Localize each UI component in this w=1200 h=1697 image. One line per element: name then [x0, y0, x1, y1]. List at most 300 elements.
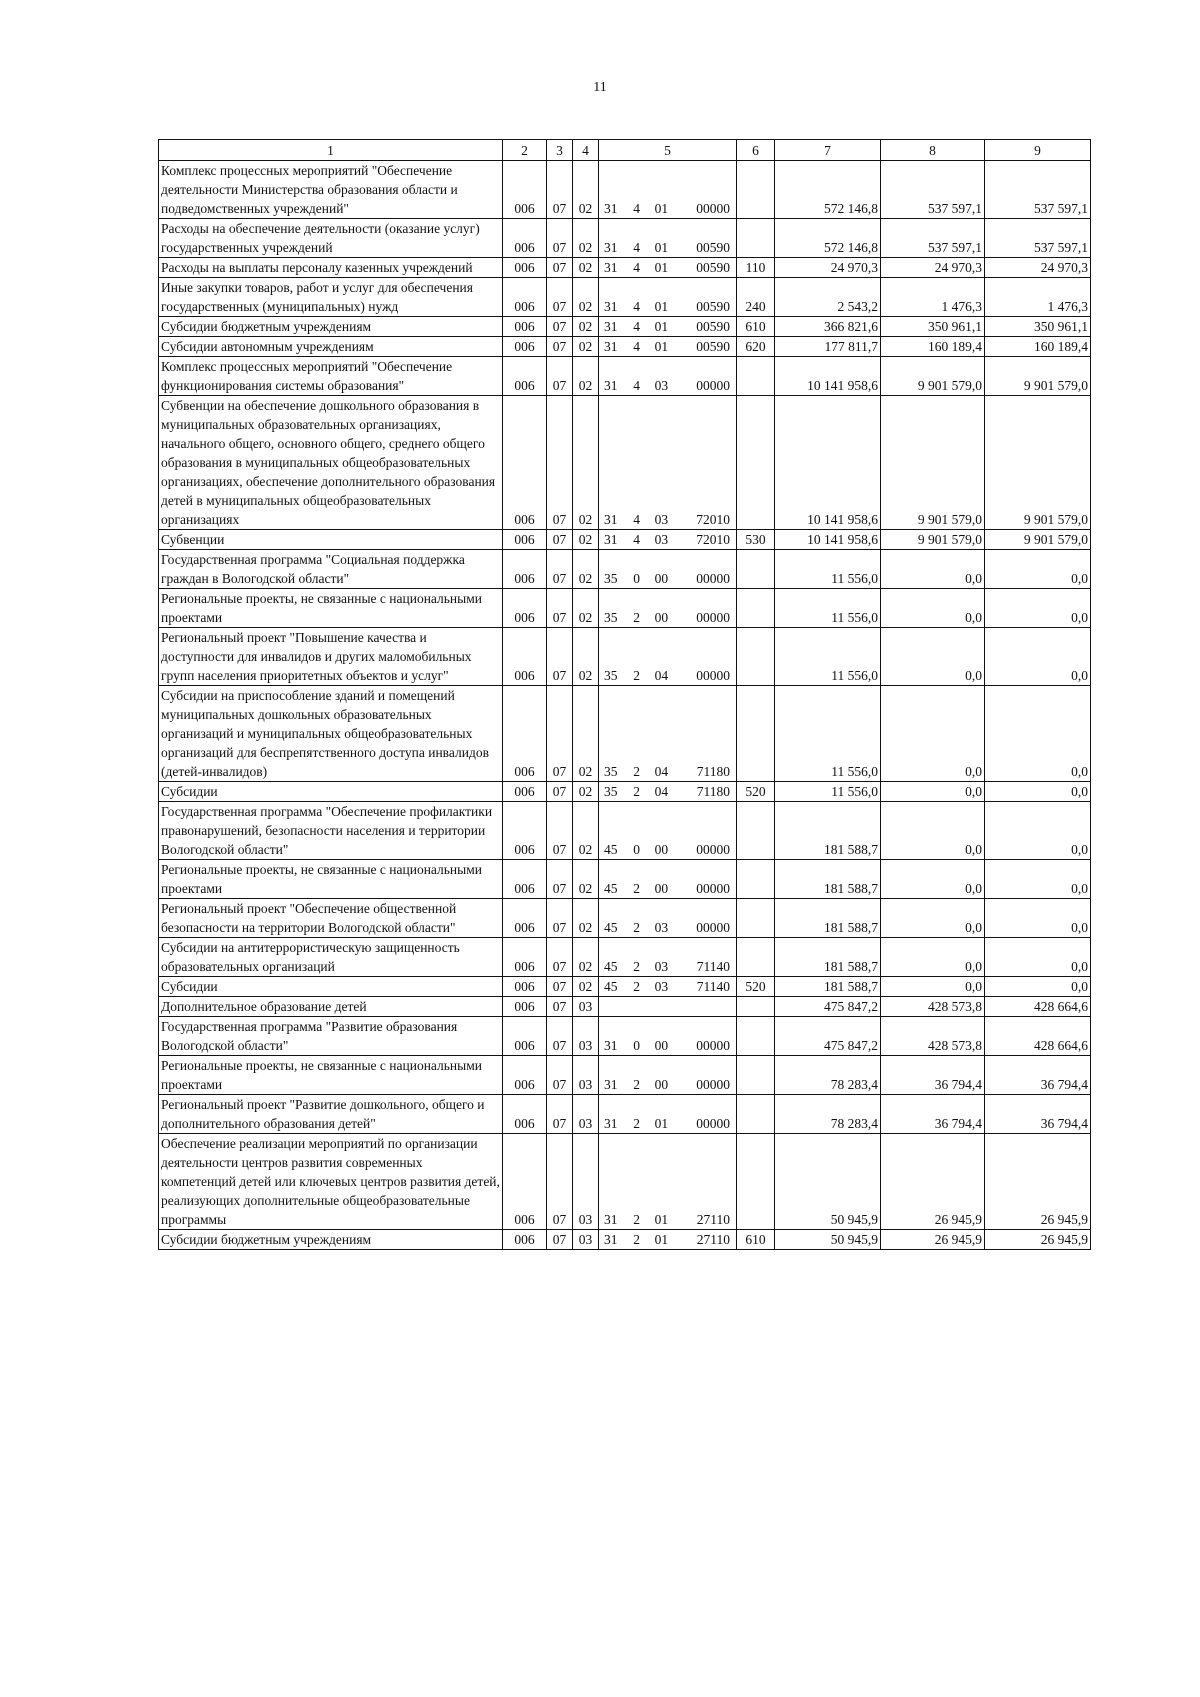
row-amount-col8: 9 901 579,0 [881, 530, 985, 550]
row-amount-col8: 0,0 [881, 977, 985, 997]
table-body [159, 161, 1091, 1250]
row-subsection-code: 02 [573, 258, 599, 278]
row-gov-code: 006 [503, 396, 547, 530]
target-code-part: 45 [604, 979, 618, 994]
row-expense-type [737, 802, 775, 860]
row-amount-col9: 0,0 [985, 899, 1091, 938]
target-code-part: 31 [604, 240, 618, 255]
header-cell: 3 [547, 140, 573, 161]
target-code-part: 35 [604, 764, 618, 779]
row-amount-col7: 181 588,7 [775, 899, 881, 938]
row-section-code: 07 [547, 1056, 573, 1095]
row-expense-type: 110 [737, 258, 775, 278]
row-amount-col9: 350 961,1 [985, 317, 1091, 337]
target-code-parts [601, 297, 734, 316]
row-subsection-code: 02 [573, 977, 599, 997]
target-code-part: 00000 [696, 378, 730, 393]
row-amount-col7: 181 588,7 [775, 938, 881, 977]
row-amount-col7: 11 556,0 [775, 550, 881, 589]
header-row [159, 140, 1091, 161]
table-row [159, 396, 1091, 530]
row-amount-col8: 0,0 [881, 938, 985, 977]
row-expense-type: 240 [737, 278, 775, 317]
target-code-part: 4 [633, 532, 641, 547]
target-code-part: 4 [633, 260, 641, 275]
row-expense-type [737, 1056, 775, 1095]
target-code-part: 31 [604, 512, 618, 527]
page-number: 11 [593, 80, 607, 95]
target-code-part: 04 [654, 764, 669, 779]
row-gov-code: 006 [503, 219, 547, 258]
row-target-code [599, 997, 737, 1017]
row-expense-type [737, 357, 775, 396]
table-row [159, 1134, 1091, 1230]
header-cell: 5 [599, 140, 737, 161]
row-amount-col8: 36 794,4 [881, 1095, 985, 1134]
target-code-parts [601, 238, 734, 257]
target-code-part: 2 [633, 764, 641, 779]
row-gov-code: 006 [503, 1134, 547, 1230]
target-code-part: 31 [604, 1038, 618, 1053]
target-code-parts [601, 1230, 734, 1249]
row-amount-col9: 1 476,3 [985, 278, 1091, 317]
target-code-part: 31 [604, 260, 618, 275]
row-section-code: 07 [547, 899, 573, 938]
row-amount-col7: 572 146,8 [775, 219, 881, 258]
row-amount-col7: 181 588,7 [775, 802, 881, 860]
row-subsection-code: 02 [573, 317, 599, 337]
row-amount-col8: 9 901 579,0 [881, 396, 985, 530]
target-code-part: 03 [654, 532, 669, 547]
target-code-part: 2 [633, 1077, 641, 1092]
row-subsection-code: 03 [573, 1095, 599, 1134]
row-subsection-code: 03 [573, 1134, 599, 1230]
row-amount-col8: 26 945,9 [881, 1134, 985, 1230]
row-amount-col7: 11 556,0 [775, 589, 881, 628]
row-name: Дополнительное образование детей [159, 997, 503, 1017]
row-amount-col9: 9 901 579,0 [985, 396, 1091, 530]
row-subsection-code: 02 [573, 686, 599, 782]
row-amount-col9: 0,0 [985, 550, 1091, 589]
row-target-code [599, 278, 737, 317]
target-code-parts [601, 762, 734, 781]
row-amount-col9: 36 794,4 [985, 1095, 1091, 1134]
target-code-part: 71140 [696, 959, 730, 974]
target-code-part: 31 [604, 1212, 618, 1227]
target-code-part: 27110 [696, 1212, 730, 1227]
target-code-part: 00000 [696, 668, 730, 683]
row-name: Региональный проект "Обеспечение общественной безопасности на территории Вологодской области" [159, 899, 503, 938]
row-target-code [599, 530, 737, 550]
row-name: Региональные проекты, не связанные с национальными проектами [159, 1056, 503, 1095]
target-code-parts [601, 376, 734, 395]
target-code-part: 45 [604, 842, 618, 857]
row-expense-type [737, 589, 775, 628]
row-amount-col7: 78 283,4 [775, 1095, 881, 1134]
target-code-part: 00590 [696, 319, 730, 334]
row-gov-code: 006 [503, 938, 547, 977]
row-section-code: 07 [547, 550, 573, 589]
row-subsection-code: 03 [573, 1230, 599, 1250]
row-name: Субсидии бюджетным учреждениям [159, 317, 503, 337]
target-code-parts [601, 510, 734, 529]
table-row [159, 530, 1091, 550]
target-code-part: 4 [633, 339, 641, 354]
row-section-code: 07 [547, 802, 573, 860]
row-section-code: 07 [547, 782, 573, 802]
row-section-code: 07 [547, 589, 573, 628]
target-code-part: 31 [604, 201, 618, 216]
table-row [159, 997, 1091, 1017]
target-code-part: 03 [654, 378, 669, 393]
row-name: Расходы на обеспечение деятельности (оказание услуг) государственных учреждений [159, 219, 503, 258]
target-code-part: 31 [604, 532, 618, 547]
row-gov-code: 006 [503, 550, 547, 589]
row-subsection-code: 03 [573, 997, 599, 1017]
target-code-parts [601, 317, 734, 336]
target-code-parts [601, 918, 734, 937]
row-amount-col9: 428 664,6 [985, 997, 1091, 1017]
row-target-code [599, 1017, 737, 1056]
row-section-code: 07 [547, 337, 573, 357]
target-code-part: 2 [633, 959, 641, 974]
target-code-part: 00000 [696, 1038, 730, 1053]
target-code-parts [601, 608, 734, 627]
row-amount-col7: 10 141 958,6 [775, 396, 881, 530]
row-gov-code: 006 [503, 802, 547, 860]
row-amount-col7: 475 847,2 [775, 1017, 881, 1056]
row-gov-code: 006 [503, 258, 547, 278]
row-amount-col8: 537 597,1 [881, 219, 985, 258]
row-section-code: 07 [547, 977, 573, 997]
target-code-part: 0 [633, 1038, 641, 1053]
target-code-part: 31 [604, 319, 618, 334]
row-name: Субсидии бюджетным учреждениям [159, 1230, 503, 1250]
target-code-part: 00590 [696, 260, 730, 275]
target-code-part: 45 [604, 959, 618, 974]
target-code-part: 72010 [696, 532, 730, 547]
row-subsection-code: 02 [573, 938, 599, 977]
row-name: Субсидии на приспособление зданий и помещений муниципальных дошкольных образовательных организаций и муниципальных общеобразовательных организаций для беспрепятственного доступа инвалидов (детей-инвалидов) [159, 686, 503, 782]
row-amount-col8: 0,0 [881, 550, 985, 589]
row-expense-type [737, 396, 775, 530]
row-amount-col7: 181 588,7 [775, 977, 881, 997]
row-target-code [599, 977, 737, 997]
row-target-code [599, 899, 737, 938]
table-row [159, 802, 1091, 860]
row-target-code [599, 1056, 737, 1095]
row-amount-col8: 0,0 [881, 589, 985, 628]
row-section-code: 07 [547, 1017, 573, 1056]
table-row [159, 1017, 1091, 1056]
target-code-part: 03 [654, 512, 669, 527]
target-code-part: 01 [654, 339, 669, 354]
row-target-code [599, 317, 737, 337]
table-row [159, 1056, 1091, 1095]
row-amount-col9: 9 901 579,0 [985, 357, 1091, 396]
row-expense-type: 530 [737, 530, 775, 550]
table-row [159, 686, 1091, 782]
table-row [159, 589, 1091, 628]
target-code-part: 31 [604, 299, 618, 314]
row-amount-col8: 24 970,3 [881, 258, 985, 278]
target-code-part: 45 [604, 920, 618, 935]
row-amount-col8: 36 794,4 [881, 1056, 985, 1095]
target-code-part: 71140 [696, 979, 730, 994]
row-gov-code: 006 [503, 357, 547, 396]
row-expense-type [737, 860, 775, 899]
target-code-part: 01 [654, 1212, 669, 1227]
row-amount-col9: 0,0 [985, 782, 1091, 802]
row-target-code [599, 589, 737, 628]
row-section-code: 07 [547, 258, 573, 278]
target-code-part: 01 [654, 260, 669, 275]
row-gov-code: 006 [503, 997, 547, 1017]
row-amount-col9: 9 901 579,0 [985, 530, 1091, 550]
table-row [159, 161, 1091, 219]
row-expense-type: 610 [737, 1230, 775, 1250]
target-code-parts [601, 666, 734, 685]
row-expense-type [737, 899, 775, 938]
row-amount-col8: 26 945,9 [881, 1230, 985, 1250]
row-name: Региональный проект "Развитие дошкольного, общего и дополнительного образования детей" [159, 1095, 503, 1134]
row-name: Субсидии [159, 977, 503, 997]
row-amount-col9: 26 945,9 [985, 1134, 1091, 1230]
row-subsection-code: 03 [573, 1017, 599, 1056]
target-code-part: 00 [654, 610, 669, 625]
row-target-code [599, 550, 737, 589]
target-code-part: 01 [654, 1116, 669, 1131]
row-section-code: 07 [547, 219, 573, 258]
table-row [159, 258, 1091, 278]
row-target-code [599, 860, 737, 899]
row-amount-col9: 0,0 [985, 938, 1091, 977]
target-code-part: 00 [654, 571, 669, 586]
table-row [159, 938, 1091, 977]
target-code-part: 2 [633, 1116, 641, 1131]
row-amount-col9: 0,0 [985, 686, 1091, 782]
row-subsection-code: 02 [573, 337, 599, 357]
target-code-part: 03 [654, 920, 669, 935]
table-row [159, 337, 1091, 357]
target-code-parts [601, 977, 734, 996]
row-section-code: 07 [547, 938, 573, 977]
row-target-code [599, 628, 737, 686]
target-code-part: 00000 [696, 881, 730, 896]
target-code-parts [601, 1036, 734, 1055]
row-section-code: 07 [547, 997, 573, 1017]
row-amount-col9: 24 970,3 [985, 258, 1091, 278]
row-amount-col9: 0,0 [985, 860, 1091, 899]
row-amount-col8: 428 573,8 [881, 1017, 985, 1056]
row-amount-col7: 10 141 958,6 [775, 530, 881, 550]
row-expense-type [737, 686, 775, 782]
row-expense-type: 610 [737, 317, 775, 337]
target-code-part: 04 [654, 784, 669, 799]
row-amount-col7: 181 588,7 [775, 860, 881, 899]
row-subsection-code: 02 [573, 278, 599, 317]
row-target-code [599, 337, 737, 357]
row-gov-code: 006 [503, 530, 547, 550]
target-code-part: 35 [604, 668, 618, 683]
target-code-parts [601, 840, 734, 859]
row-subsection-code: 02 [573, 628, 599, 686]
row-gov-code: 006 [503, 278, 547, 317]
row-amount-col7: 11 556,0 [775, 782, 881, 802]
row-subsection-code: 02 [573, 782, 599, 802]
target-code-part: 00590 [696, 299, 730, 314]
target-code-part: 03 [654, 959, 669, 974]
target-code-parts [601, 1075, 734, 1094]
target-code-part: 0 [633, 842, 641, 857]
row-target-code [599, 258, 737, 278]
row-amount-col8: 0,0 [881, 782, 985, 802]
row-subsection-code: 02 [573, 530, 599, 550]
row-name: Региональный проект "Повышение качества и доступности для инвалидов и других маломобильных групп населения приоритетных объектов и услуг" [159, 628, 503, 686]
row-amount-col7: 24 970,3 [775, 258, 881, 278]
row-subsection-code: 02 [573, 860, 599, 899]
target-code-part: 4 [633, 201, 641, 216]
target-code-part: 01 [654, 240, 669, 255]
row-expense-type [737, 938, 775, 977]
target-code-part: 31 [604, 1232, 618, 1247]
row-gov-code: 006 [503, 317, 547, 337]
row-name: Субсидии на антитеррористическую защищенность образовательных организаций [159, 938, 503, 977]
row-expense-type [737, 219, 775, 258]
table-row [159, 219, 1091, 258]
table-row [159, 899, 1091, 938]
row-subsection-code: 02 [573, 802, 599, 860]
row-amount-col9: 36 794,4 [985, 1056, 1091, 1095]
row-name: Субвенции [159, 530, 503, 550]
target-code-parts [601, 957, 734, 976]
row-section-code: 07 [547, 317, 573, 337]
target-code-part: 71180 [696, 764, 730, 779]
row-target-code [599, 802, 737, 860]
row-expense-type [737, 1017, 775, 1056]
row-expense-type [737, 1134, 775, 1230]
target-code-part: 45 [604, 881, 618, 896]
row-amount-col8: 0,0 [881, 802, 985, 860]
row-amount-col9: 0,0 [985, 628, 1091, 686]
target-code-part: 2 [633, 979, 641, 994]
row-amount-col8: 537 597,1 [881, 161, 985, 219]
row-expense-type [737, 628, 775, 686]
row-target-code [599, 396, 737, 530]
row-target-code [599, 1230, 737, 1250]
row-amount-col9: 428 664,6 [985, 1017, 1091, 1056]
row-section-code: 07 [547, 357, 573, 396]
row-subsection-code: 02 [573, 550, 599, 589]
table-row [159, 357, 1091, 396]
budget-table [158, 139, 1091, 1250]
target-code-part: 00590 [696, 339, 730, 354]
row-amount-col8: 0,0 [881, 686, 985, 782]
target-code-part: 00000 [696, 571, 730, 586]
row-section-code: 07 [547, 278, 573, 317]
target-code-part: 2 [633, 1212, 641, 1227]
row-name: Государственная программа "Социальная поддержка граждан в Вологодской области" [159, 550, 503, 589]
target-code-part: 31 [604, 1077, 618, 1092]
target-code-part: 71180 [696, 784, 730, 799]
row-amount-col8: 160 189,4 [881, 337, 985, 357]
row-amount-col9: 0,0 [985, 977, 1091, 997]
row-amount-col8: 0,0 [881, 628, 985, 686]
target-code-part: 00000 [696, 842, 730, 857]
row-gov-code: 006 [503, 337, 547, 357]
target-code-part: 2 [633, 668, 641, 683]
target-code-part: 00000 [696, 1116, 730, 1131]
row-name: Субсидии [159, 782, 503, 802]
target-code-parts [601, 879, 734, 898]
row-target-code [599, 782, 737, 802]
row-subsection-code: 02 [573, 589, 599, 628]
target-code-part: 2 [633, 610, 641, 625]
target-code-part: 4 [633, 378, 641, 393]
row-amount-col8: 0,0 [881, 860, 985, 899]
target-code-part: 2 [633, 1232, 641, 1247]
target-code-part: 72010 [696, 512, 730, 527]
target-code-part: 00 [654, 842, 669, 857]
target-code-part: 4 [633, 319, 641, 334]
table-row [159, 278, 1091, 317]
row-gov-code: 006 [503, 628, 547, 686]
header-cell: 7 [775, 140, 881, 161]
target-code-part: 31 [604, 378, 618, 393]
row-amount-col8: 350 961,1 [881, 317, 985, 337]
target-code-parts [601, 1114, 734, 1133]
target-code-part: 00 [654, 881, 669, 896]
target-code-part: 01 [654, 319, 669, 334]
header-cell: 8 [881, 140, 985, 161]
row-expense-type [737, 550, 775, 589]
row-amount-col7: 572 146,8 [775, 161, 881, 219]
row-target-code [599, 219, 737, 258]
row-amount-col7: 475 847,2 [775, 997, 881, 1017]
row-target-code [599, 357, 737, 396]
target-code-part: 35 [604, 571, 618, 586]
row-amount-col9: 0,0 [985, 802, 1091, 860]
target-code-part: 01 [654, 201, 669, 216]
target-code-part: 00 [654, 1038, 669, 1053]
row-expense-type: 520 [737, 977, 775, 997]
row-gov-code: 006 [503, 1017, 547, 1056]
row-amount-col9: 537 597,1 [985, 219, 1091, 258]
header-cell: 1 [159, 140, 503, 161]
row-amount-col7: 11 556,0 [775, 628, 881, 686]
target-code-part: 01 [654, 1232, 669, 1247]
row-expense-type [737, 161, 775, 219]
row-gov-code: 006 [503, 860, 547, 899]
row-name: Расходы на выплаты персоналу казенных учреждений [159, 258, 503, 278]
row-expense-type [737, 1095, 775, 1134]
target-code-parts [601, 258, 734, 277]
header-cell: 4 [573, 140, 599, 161]
row-target-code [599, 1095, 737, 1134]
target-code-parts [601, 1210, 734, 1229]
table-row [159, 1095, 1091, 1134]
table-row [159, 860, 1091, 899]
row-name: Государственная программа "Развитие образования Вологодской области" [159, 1017, 503, 1056]
row-section-code: 07 [547, 161, 573, 219]
target-code-part: 04 [654, 668, 669, 683]
row-amount-col7: 50 945,9 [775, 1134, 881, 1230]
row-subsection-code: 02 [573, 357, 599, 396]
row-target-code [599, 938, 737, 977]
row-name: Государственная программа "Обеспечение профилактики правонарушений, безопасности населения и территории Вологодской области" [159, 802, 503, 860]
row-amount-col7: 10 141 958,6 [775, 357, 881, 396]
row-gov-code: 006 [503, 589, 547, 628]
